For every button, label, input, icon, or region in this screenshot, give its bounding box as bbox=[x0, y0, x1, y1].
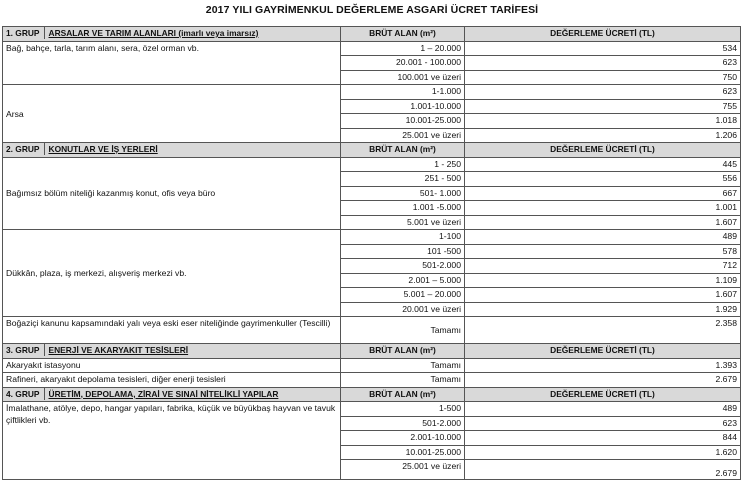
group-label: 1. GRUP bbox=[6, 27, 45, 39]
area-range: 1.001 -5.000 bbox=[341, 201, 465, 216]
area-range: 5.001 – 20.000 bbox=[341, 288, 465, 303]
group-header-row bbox=[3, 143, 741, 158]
area-range: 5.001 ve üzeri bbox=[341, 215, 465, 230]
area-range: 1 - 250 bbox=[341, 157, 465, 172]
fee-value: 623 bbox=[465, 85, 741, 100]
fee-value: 750 bbox=[465, 70, 741, 85]
group-title: KONUTLAR VE İŞ YERLERİ bbox=[48, 144, 158, 154]
table-row bbox=[3, 317, 741, 344]
fee-value: 534 bbox=[465, 41, 741, 56]
fee-value: 489 bbox=[465, 230, 741, 245]
fee-value: 844 bbox=[465, 431, 741, 446]
fee-value: 2.679 bbox=[465, 460, 741, 480]
area-range: 20.001 ve üzeri bbox=[341, 302, 465, 317]
area-range: 501- 1.000 bbox=[341, 186, 465, 201]
fee-value: 2.358 bbox=[465, 317, 741, 344]
fee-value: 623 bbox=[465, 56, 741, 71]
fee-value: 489 bbox=[465, 402, 741, 417]
group-title: ARSALAR VE TARIM ALANLARI (imarlı veya imarsız) bbox=[48, 28, 259, 38]
area-range: 1 – 20.000 bbox=[341, 41, 465, 56]
group-header-row bbox=[3, 27, 741, 42]
area-range: 101 -500 bbox=[341, 244, 465, 259]
table-row bbox=[3, 402, 741, 417]
area-range: 10.001-25.000 bbox=[341, 114, 465, 129]
fee-header: DEĞERLEME ÜCRETİ (TL) bbox=[465, 27, 741, 42]
fee-header: DEĞERLEME ÜCRETİ (TL) bbox=[465, 387, 741, 402]
fee-header: DEĞERLEME ÜCRETİ (TL) bbox=[465, 143, 741, 158]
area-range: 501-2.000 bbox=[341, 416, 465, 431]
fee-value: 1.206 bbox=[465, 128, 741, 143]
fee-value: 667 bbox=[465, 186, 741, 201]
area-header: BRÜT ALAN (m²) bbox=[341, 143, 465, 158]
group-header-row bbox=[3, 387, 741, 402]
area-header: BRÜT ALAN (m²) bbox=[341, 344, 465, 359]
fee-value: 1.607 bbox=[465, 215, 741, 230]
fee-value: 2.679 bbox=[465, 373, 741, 388]
fee-value: 1.929 bbox=[465, 302, 741, 317]
group-title-cell bbox=[3, 387, 341, 402]
area-header: BRÜT ALAN (m²) bbox=[341, 27, 465, 42]
area-range: 2.001-10.000 bbox=[341, 431, 465, 446]
area-range: 20.001 - 100.000 bbox=[341, 56, 465, 71]
area-range: 1-1.000 bbox=[341, 85, 465, 100]
table-row bbox=[3, 41, 741, 56]
table-row bbox=[3, 157, 741, 172]
category-description: Arsa bbox=[3, 85, 341, 143]
group-title-cell bbox=[3, 143, 341, 158]
fee-value: 1.393 bbox=[465, 358, 741, 373]
fee-value: 1.607 bbox=[465, 288, 741, 303]
fee-value: 755 bbox=[465, 99, 741, 114]
area-range: 25.001 ve üzeri bbox=[341, 460, 465, 480]
group-label: 2. GRUP bbox=[6, 143, 45, 155]
fee-value: 556 bbox=[465, 172, 741, 187]
table-row bbox=[3, 373, 741, 388]
category-description: Rafineri, akaryakıt depolama tesisleri, diğer enerji tesisleri bbox=[3, 373, 341, 388]
area-range: 1-100 bbox=[341, 230, 465, 245]
fee-value: 578 bbox=[465, 244, 741, 259]
area-range: 100.001 ve üzeri bbox=[341, 70, 465, 85]
area-range: 251 - 500 bbox=[341, 172, 465, 187]
group-title-cell bbox=[3, 27, 341, 42]
category-description: Bağımsız bölüm niteliği kazanmış konut, ofis veya büro bbox=[3, 157, 341, 230]
category-description: Dükkân, plaza, iş merkezi, alışveriş merkezi vb. bbox=[3, 230, 341, 317]
group-title: ENERJİ VE AKARYAKIT TESİSLERİ bbox=[48, 345, 189, 355]
fee-value: 445 bbox=[465, 157, 741, 172]
fee-value: 1.001 bbox=[465, 201, 741, 216]
fee-value: 1.620 bbox=[465, 445, 741, 460]
table-row bbox=[3, 358, 741, 373]
group-label: 4. GRUP bbox=[6, 388, 45, 400]
group-title-cell bbox=[3, 344, 341, 359]
fee-value: 623 bbox=[465, 416, 741, 431]
area-range: 1.001-10.000 bbox=[341, 99, 465, 114]
area-range: 1-500 bbox=[341, 402, 465, 417]
category-description: Boğaziçi kanunu kapsamındaki yalı veya eski eser niteliğinde gayrimenkuller (Tescilli) bbox=[3, 317, 341, 344]
tariff-table bbox=[2, 26, 741, 480]
area-range: Tamamı bbox=[341, 317, 465, 344]
fee-value: 712 bbox=[465, 259, 741, 274]
area-range: 25.001 ve üzeri bbox=[341, 128, 465, 143]
category-description: İmalathane, atölye, depo, hangar yapıları, fabrika, küçük ve büyükbaş hayvan ve tavuk çiftlikleri vb. bbox=[3, 402, 341, 480]
table-row bbox=[3, 230, 741, 245]
fee-value: 1.018 bbox=[465, 114, 741, 129]
table-row bbox=[3, 85, 741, 100]
group-label: 3. GRUP bbox=[6, 344, 45, 356]
area-header: BRÜT ALAN (m²) bbox=[341, 387, 465, 402]
fee-header: DEĞERLEME ÜCRETİ (TL) bbox=[465, 344, 741, 359]
fee-value: 1.109 bbox=[465, 273, 741, 288]
group-header-row bbox=[3, 344, 741, 359]
area-range: Tamamı bbox=[341, 358, 465, 373]
group-title: ÜRETİM, DEPOLAMA, ZİRAİ VE SINAİ NİTELİKLİ YAPILAR bbox=[48, 388, 279, 399]
category-description: Bağ, bahçe, tarla, tarım alanı, sera, özel orman vb. bbox=[3, 41, 341, 85]
category-description: Akaryakıt istasyonu bbox=[3, 358, 341, 373]
page-title: 2017 YILI GAYRİMENKUL DEĞERLEME ASGARİ ÜCRET TARİFESİ bbox=[205, 4, 539, 16]
area-range: 501-2.000 bbox=[341, 259, 465, 274]
area-range: Tamamı bbox=[341, 373, 465, 388]
area-range: 2.001 – 5.000 bbox=[341, 273, 465, 288]
area-range: 10.001-25.000 bbox=[341, 445, 465, 460]
